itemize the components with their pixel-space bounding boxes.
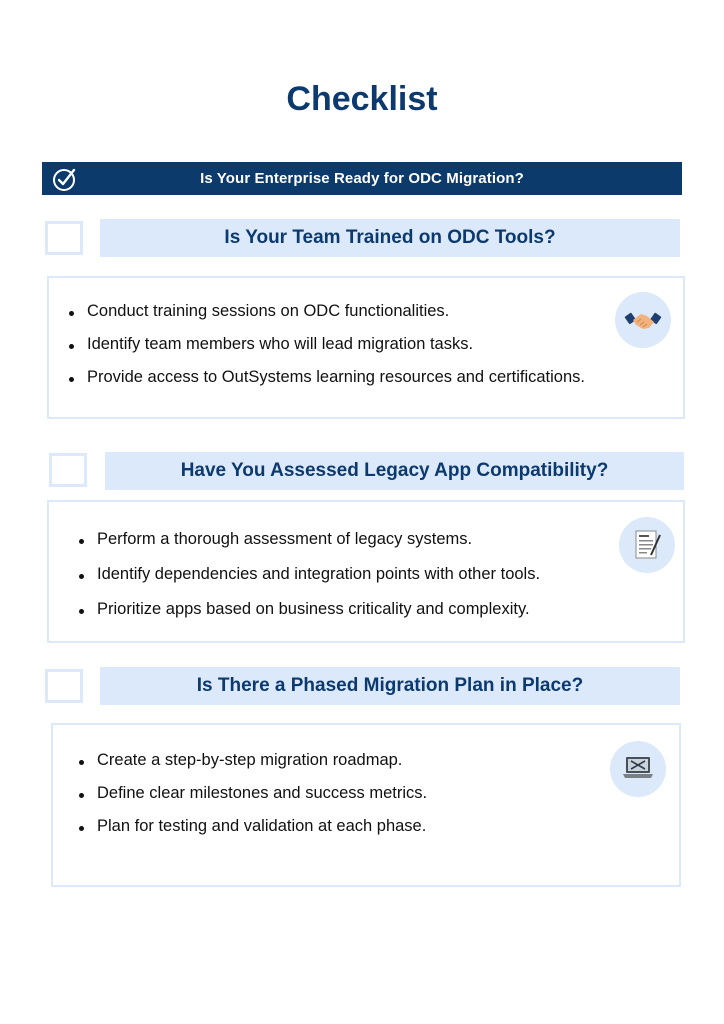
list-item: Define clear milestones and success metrics.	[77, 784, 427, 803]
list-item: Provide access to OutSystems learning resources and certifications.	[67, 368, 585, 387]
section-1-heading: Is Your Team Trained on ODC Tools?	[100, 219, 680, 257]
list-item: Create a step-by-step migration roadmap.	[77, 751, 427, 770]
laptop-icon	[610, 741, 666, 797]
section-3-checkbox[interactable]	[45, 669, 83, 703]
list-item: Conduct training sessions on ODC functionalities.	[67, 302, 585, 321]
section-2-heading: Have You Assessed Legacy App Compatibility?	[105, 452, 684, 490]
section-1-card	[47, 276, 685, 419]
handshake-icon	[615, 292, 671, 348]
section-2-list	[77, 530, 540, 619]
list-item: Prioritize apps based on business criticality and complexity.	[77, 600, 540, 619]
banner	[42, 162, 682, 195]
list-item: Plan for testing and validation at each phase.	[77, 817, 427, 836]
banner-text: Is Your Enterprise Ready for ODC Migration?	[200, 170, 524, 187]
list-item: Identify dependencies and integration points with other tools.	[77, 565, 540, 584]
section-1-checkbox[interactable]	[45, 221, 83, 255]
section-2-checkbox[interactable]	[49, 453, 87, 487]
section-2-card	[47, 500, 685, 643]
section-3-heading: Is There a Phased Migration Plan in Place?	[100, 667, 680, 705]
section-3-card	[51, 723, 681, 887]
document-icon	[619, 517, 675, 573]
list-item: Perform a thorough assessment of legacy systems.	[77, 530, 540, 549]
section-3-list	[77, 751, 427, 836]
section-1-list	[67, 302, 585, 387]
list-item: Identify team members who will lead migration tasks.	[67, 335, 585, 354]
page-title: Checklist	[286, 80, 438, 118]
